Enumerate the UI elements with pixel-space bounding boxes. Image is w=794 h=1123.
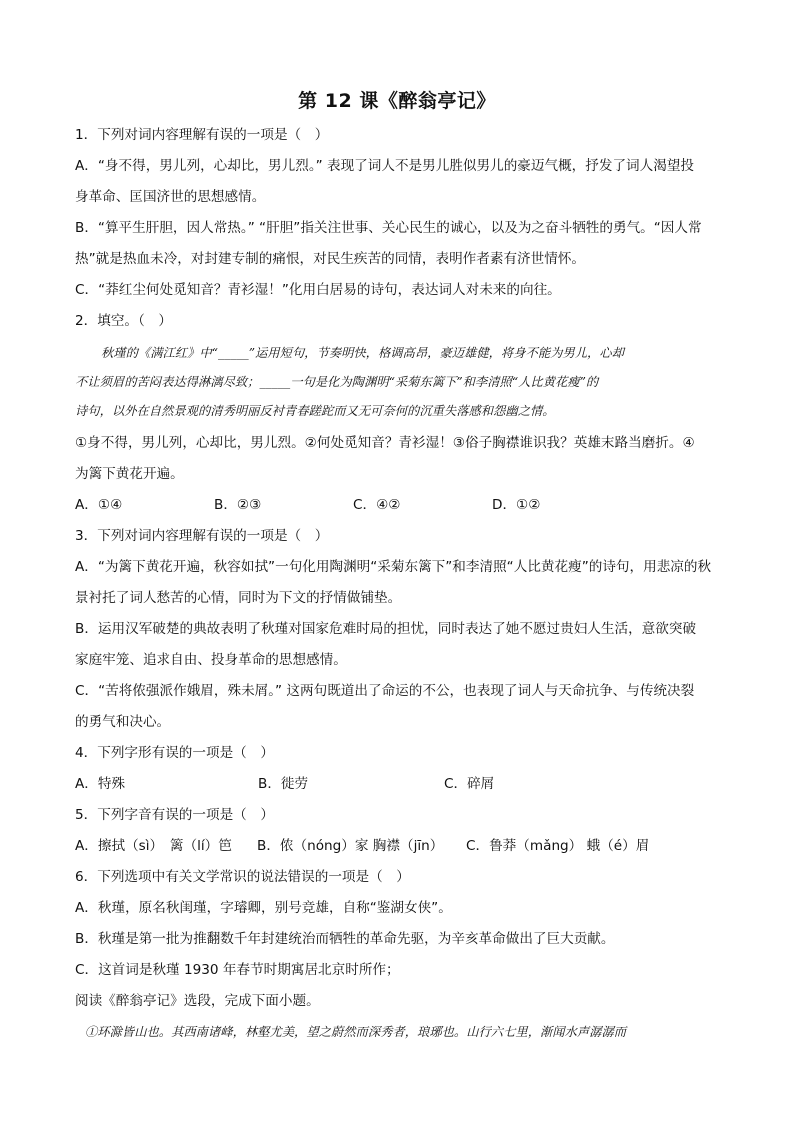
option-c: C．鲁莽（mǎng） 蛾（é）眉 — [466, 838, 650, 854]
question-3-option-c-line1: C．“苦将侬强派作娥眉，殊未屑。” 这两句既道出了命运的不公，也表现了词人与天命抗争、与传统决裂 — [75, 683, 695, 699]
question-1-option-a-line2: 身革命、匡国济世的思想感情。 — [75, 189, 266, 205]
option-b: B．②③ — [214, 497, 262, 513]
question-3-option-b-line1: B．运用汉军破楚的典故表明了秋瑾对国家危难时局的担忧，同时表达了她不愿过贵妇人生活，意欲突破 — [75, 621, 697, 637]
question-5-stem: 5．下列字音有误的一项是（ ） — [75, 807, 274, 823]
question-6-option-a: A．秋瑾，原名秋闺瑾，字璿卿，别号竞雄，自称“鉴湖女侠”。 — [75, 900, 452, 916]
option-a: A．①④ — [75, 497, 123, 513]
question-5-options — [75, 831, 723, 862]
question-2-options — [75, 490, 723, 521]
question-2-items-line2: 为篱下黄花开遍。 — [75, 466, 184, 482]
question-1-option-c: C．“莽红尘何处觅知音？青衫湿！”化用白居易的诗句，表达词人对未来的向往。 — [75, 282, 561, 298]
reading-intro: 阅读《醉翁亭记》选段，完成下面小题。 — [75, 993, 320, 1009]
option-d: D．①② — [492, 497, 541, 513]
question-1-option-a-line1: A．“身不得，男儿列，心却比，男儿烈。” 表现了词人不是男儿胜似男儿的豪迈气概，抒发了词人渴望投 — [75, 158, 695, 174]
question-3-stem: 3．下列对词内容理解有误的一项是（ ） — [75, 528, 329, 544]
question-6-stem: 6．下列选项中有关文学常识的说法错误的一项是（ ） — [75, 869, 410, 885]
question-3-option-c-line2: 的勇气和决心。 — [75, 714, 171, 730]
question-1-option-b-line2: 热”就是热血未冷，对封建专制的痛恨，对民生疾苦的同情，表明作者素有济世情怀。 — [75, 251, 586, 267]
question-2-items-line1: ①身不得，男儿列，心却比，男儿烈。②何处觅知音？青衫湿！③俗子胸襟谁识我？英雄末路当磨折。④ — [75, 435, 695, 451]
question-3-option-a-line2: 景衬托了词人愁苦的心情，同时为下文的抒情做铺垫。 — [75, 590, 402, 606]
question-3-option-a-line1: A．“为篱下黄花开遍，秋容如拭”一句化用陶渊明“采菊东篱下”和李清照“人比黄花瘦”的诗句，用悲凉的秋 — [75, 559, 712, 575]
question-4-options — [75, 769, 723, 800]
question-2-passage — [75, 339, 723, 426]
question-1-stem: 1．下列对词内容理解有误的一项是（ ） — [75, 127, 329, 143]
passage-line-1: 秋瑾的《满江红》中“_____”运用短句，节奏明快，格调高昂，豪迈雄健，将身不能为男儿，心却 — [101, 346, 624, 360]
question-2-stem: 2．填空。（ ） — [75, 313, 173, 329]
page-title: 第 12 课《醉翁亭记》 — [298, 90, 496, 112]
option-c: C．④② — [353, 497, 401, 513]
question-4-stem: 4．下列字形有误的一项是（ ） — [75, 745, 274, 761]
option-b: B．侬（nóng）家 胸襟（jīn） — [257, 838, 444, 854]
option-b: B．徙劳 — [258, 776, 309, 792]
passage-line-3: 诗句，以外在自然景观的清秀明丽反衬青春蹉跎而又无可奈何的沉重失落感和怨幽之情。 — [75, 404, 555, 418]
question-1-option-b-line1: B．“算平生肝胆，因人常热。” “肝胆”指关注世事、关心民生的诚心，以及为之奋斗牺牲的勇气。“因人常 — [75, 220, 702, 236]
option-c: C．碎屑 — [444, 776, 495, 792]
question-content — [75, 120, 723, 1047]
passage-line-2: 不让须眉的苦闷表达得淋漓尽致；_____一句是化为陶渊明“采菊东篱下”和李清照“人比黄花瘦”的 — [75, 375, 599, 389]
question-6-option-b: B．秋瑾是第一批为推翻数千年封建统治而牺牲的革命先驱，为辛亥革命做出了巨大贡献。 — [75, 931, 615, 947]
reading-passage: ①环滁皆山也。其西南诸峰，林壑尤美，望之蔚然而深秀者，琅琊也。山行六七里，渐闻水声潺潺而 — [85, 1025, 627, 1039]
question-3-option-b-line2: 家庭牢笼、追求自由、投身革命的思想感情。 — [75, 652, 347, 668]
option-a: A．擦拭（sì） 篱（lí）笆 — [75, 838, 232, 854]
option-a: A．特殊 — [75, 776, 126, 792]
question-6-option-c: C．这首词是秋瑾 1930 年春节时期寓居北京时所作； — [75, 962, 400, 978]
